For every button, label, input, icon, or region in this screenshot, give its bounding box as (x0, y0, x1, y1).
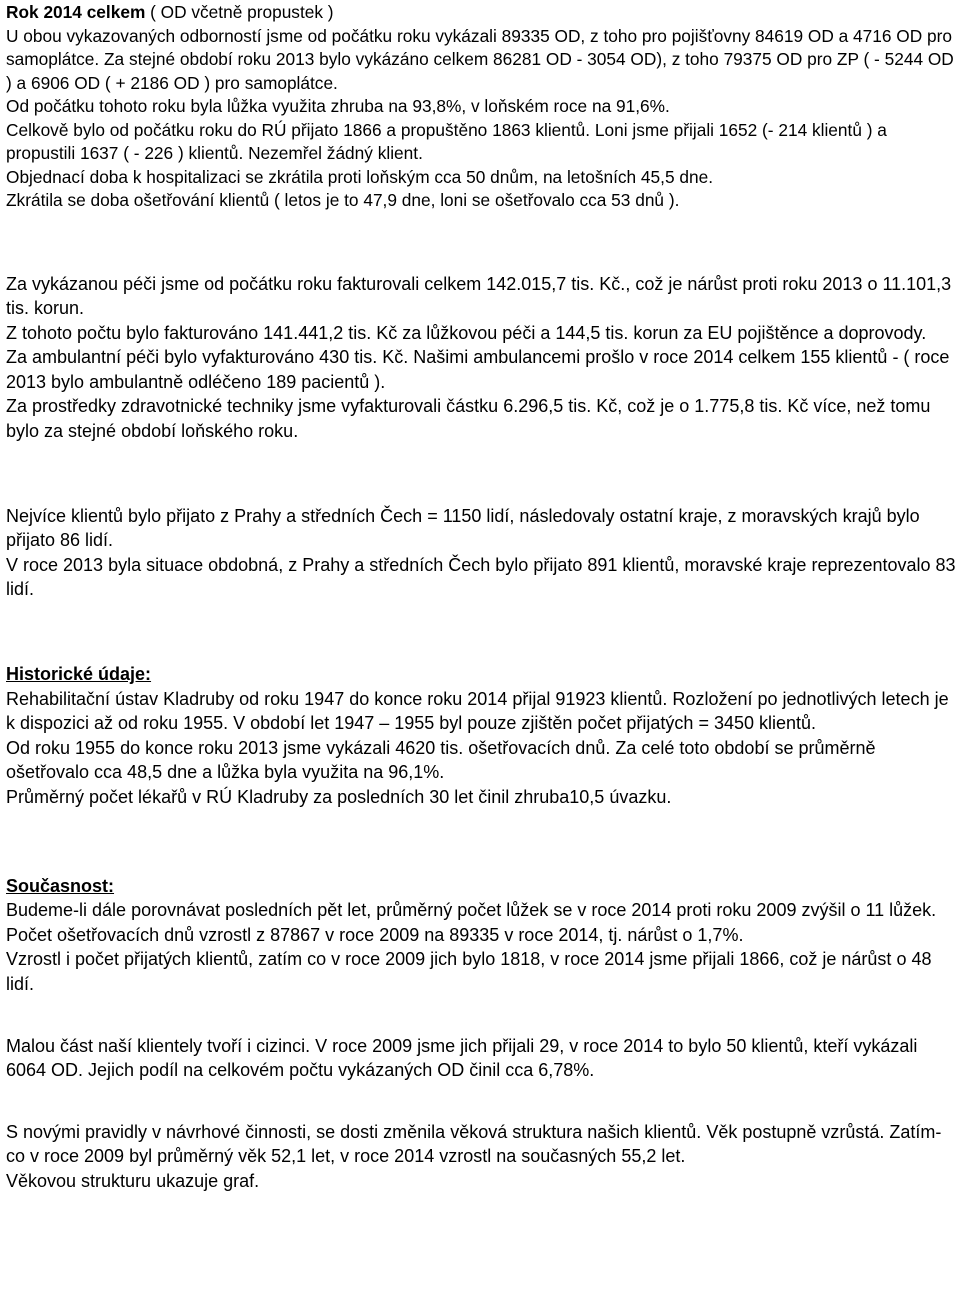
paragraph: Celkově bylo od počátku roku do RÚ přijato 1866 a propuštěno 1863 klientů. Loni jsme přijali 1652 (- 214 klientů ) a propustili 1637 ( - 226 ) klientů. Nezemřel žádný klient. (6, 119, 887, 163)
paragraph: V roce 2013 byla situace obdobná, z Prahy a středních Čech bylo přijato 891 klientů, moravské kraje reprezentovalo 83 lidí. (6, 554, 956, 600)
section-age-structure (6, 1120, 956, 1194)
section-invoicing (6, 272, 956, 444)
section-foreigners (6, 1034, 956, 1083)
paragraph: Průměrný počet lékařů v RÚ Kladruby za posledních 30 let činil zhruba10,5 úvazku. (6, 787, 672, 807)
paragraph: Věkovou strukturu ukazuje graf. (6, 1170, 260, 1191)
section-historical (6, 662, 956, 810)
section-present (6, 874, 956, 997)
section-title-line (6, 1, 956, 25)
paragraph: U obou vykazovaných odborností jsme od počátku roku vykázali 89335 OD, z toho pro pojišťovny 84619 OD a 4716 OD pro samoplátce. Za stejné období roku 2013 bylo vykázáno celkem 86281 OD - 3054 OD), z toho 79375 OD pro ZP ( - 5244 OD ) a 6906 OD ( + 2186 OD ) pro samoplátce. (6, 25, 954, 93)
paragraph: Od počátku tohoto roku byla lůžka využita zhruba na 93,8%, v loňském roce na 91,6%. (6, 96, 670, 116)
paragraph: Z tohoto počtu bylo fakturováno 141.441,2 tis. Kč za lůžkovou péči a 144,5 tis. korun za EU pojištěnce a doprovody. (6, 322, 927, 343)
document-page (6, 0, 956, 1194)
paragraph: Nejvíce klientů bylo přijato z Prahy a středních Čech = 1150 lidí, následovaly ostatní kraje, z moravských krajů bylo přijato 86 lidí. (6, 505, 920, 551)
paragraph: Rehabilitační ústav Kladruby od roku 1947 do konce roku 2014 přijal 91923 klientů. Rozložení po jednotlivých letech je k dispozici až od roku 1955. V období let 1947 – 1955 byl pouze zjištěn počet přijatých = 3450 klientů. (6, 688, 949, 734)
section-title-suffix: ( OD včetně propustek ) (145, 2, 334, 22)
paragraph: Vzrostl i počet přijatých klientů, zatím co v roce 2009 jich bylo 1818, v roce 2014 jsme přijali 1866, což je nárůst o 48 lidí. (6, 949, 932, 994)
paragraph: Objednací doba k hospitalizaci se zkrátila proti loňským cca 50 dnům, na letošních 45,5 dne. (6, 166, 714, 187)
paragraph: S novými pravidly v návrhové činnosti, se dosti změnila věková struktura našich klientů. Věk postupně vzrůstá. Zatím-co v roce 2009 byl průměrný věk 52,1 let, v roce 2014 vzrostl na současných 55,2 let. (6, 1121, 942, 1167)
paragraph: Od roku 1955 do konce roku 2013 jsme vykázali 4620 tis. ošetřovacích dnů. Za celé toto období se průměrně ošetřovalo cca 48,5 dne a lůžka byla využita na 96,1%. (6, 737, 876, 783)
paragraph: Za vykázanou péči jsme od počátku roku fakturovali celkem 142.015,7 tis. Kč., což je nárůst proti roku 2013 o 11.101,3 tis. korun. (6, 273, 952, 319)
paragraph: Zkrátila se doba ošetřování klientů ( letos je to 47,9 dne, loni se ošetřovalo cca 53 dnů ). (6, 190, 680, 210)
section-2014-summary (6, 1, 956, 213)
section-heading: Současnost: (6, 875, 115, 896)
paragraph: Za prostředky zdravotnické techniky jsme vyfakturovali částku 6.296,5 tis. Kč, což je o 1.775,8 tis. Kč více, než tomu bylo za stejné období loňského roku. (6, 396, 931, 442)
paragraph: Malou část naší klientely tvoří i cizinci. V roce 2009 jsme jich přijali 29, v roce 2014 to bylo 50 klientů, kteří vykázali 6064 OD. Jejich podíl na celkovém počtu vykázaných OD činil cca 6,78%. (6, 1035, 918, 1081)
section-title: Rok 2014 celkem (6, 2, 146, 22)
section-heading: Historické údaje: (6, 664, 152, 685)
section-regions (6, 504, 956, 602)
paragraph: Za ambulantní péči bylo vyfakturováno 430 tis. Kč. Našimi ambulancemi prošlo v roce 2014 celkem 155 klientů - ( roce 2013 bylo ambulantně odléčeno 189 pacientů ). (6, 347, 950, 392)
paragraph: Počet ošetřovacích dnů vzrostl z 87867 v roce 2009 na 89335 v roce 2014, tj. nárůst o 1,7%. (6, 924, 744, 945)
paragraph: Budeme-li dále porovnávat posledních pět let, průměrný počet lůžek se v roce 2014 proti roku 2009 zvýšil o 11 lůžek. (6, 900, 937, 921)
